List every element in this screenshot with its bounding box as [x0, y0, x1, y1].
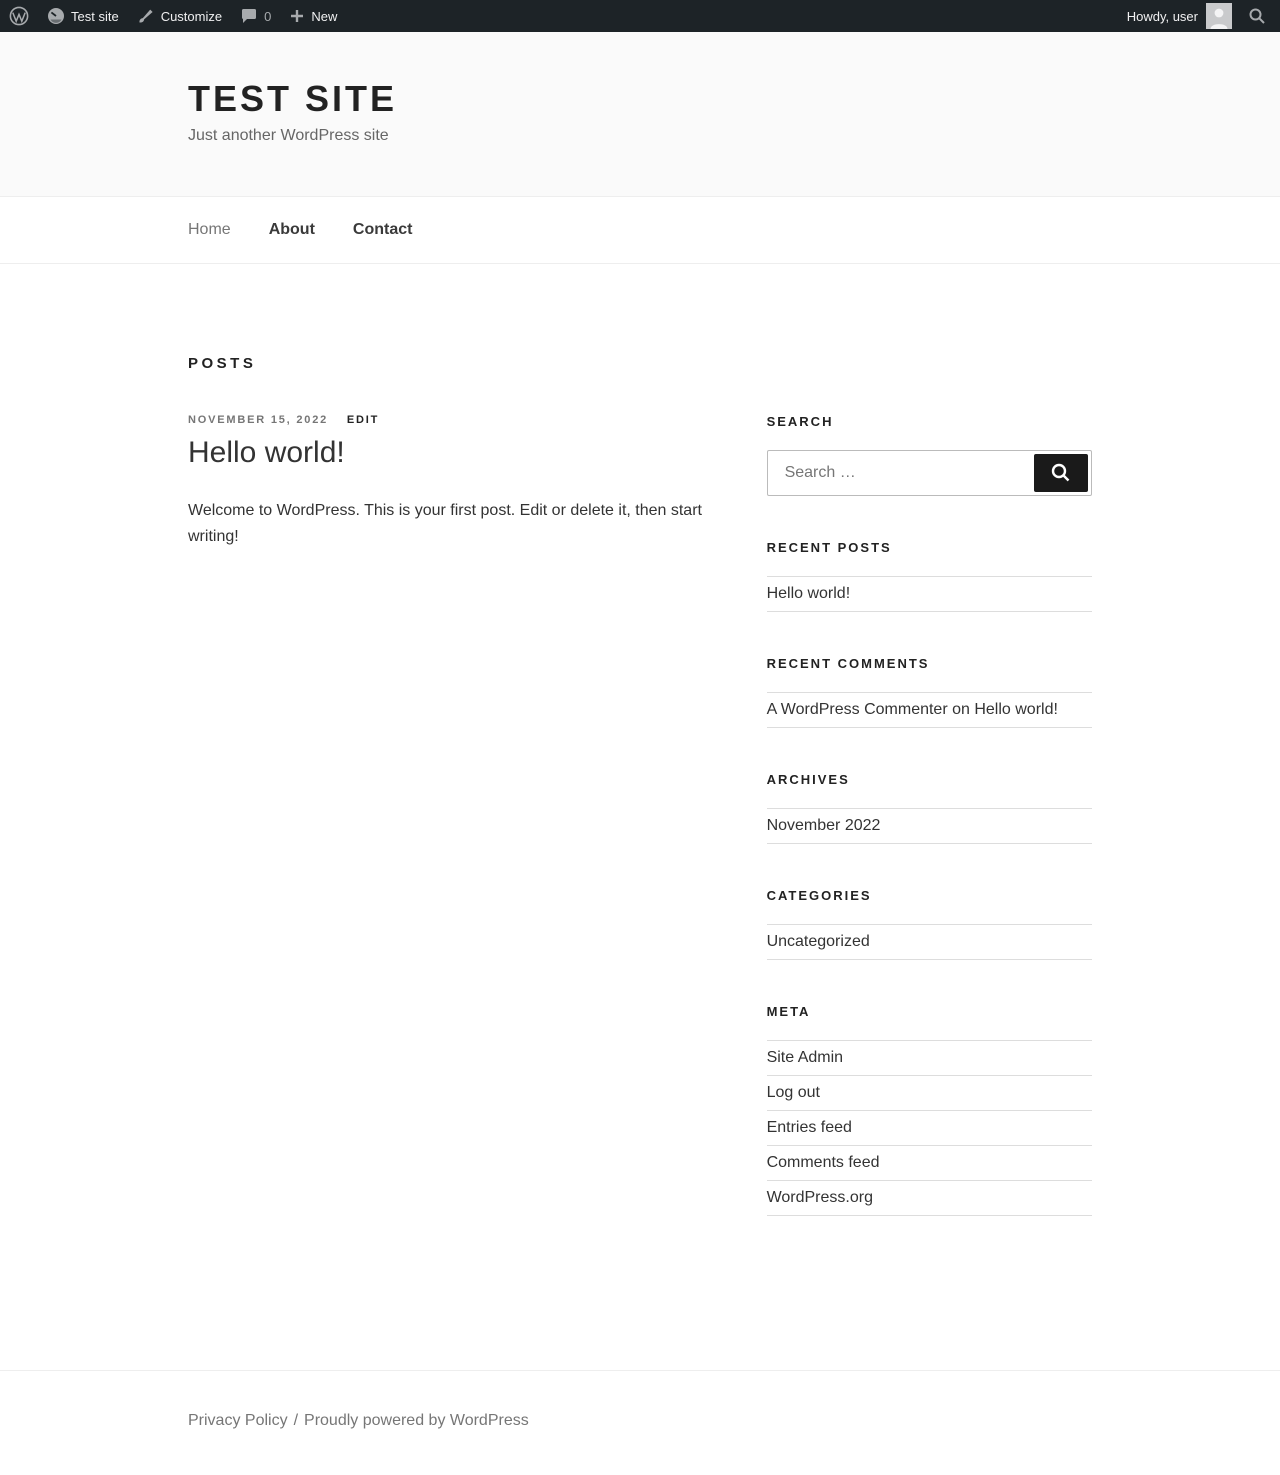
post-article — [188, 414, 712, 551]
archive-link[interactable]: November 2022 — [766, 817, 881, 834]
admin-bar-customize[interactable] — [128, 0, 231, 32]
post-content: Welcome to WordPress. This is your first post. Edit or delete it, then start writing! — [188, 501, 702, 546]
admin-bar-comments[interactable] — [231, 0, 280, 32]
meta-link-entries-feed[interactable]: Entries feed — [766, 1119, 852, 1136]
list-item — [767, 577, 1092, 612]
sidebar — [767, 414, 1092, 1260]
entry-meta — [188, 414, 712, 426]
meta-widget — [767, 1004, 1092, 1216]
post-date-link[interactable]: NOVEMBER 15, 2022 — [188, 414, 329, 426]
avatar — [1206, 3, 1232, 29]
admin-bar-new[interactable] — [280, 0, 346, 32]
meta-link-comments-feed[interactable]: Comments feed — [766, 1154, 880, 1171]
recent-posts-title: RECENT POSTS — [766, 540, 892, 555]
privacy-policy-link[interactable]: Privacy Policy — [188, 1412, 288, 1429]
admin-bar-site-name-label: Test site — [71, 8, 119, 24]
site-content — [188, 264, 1092, 1370]
meta-link-log-out[interactable]: Log out — [766, 1084, 820, 1101]
site-footer — [0, 1370, 1280, 1475]
post-edit-link[interactable]: EDIT — [346, 414, 380, 426]
wordpress-logo-icon — [9, 6, 29, 26]
post-title — [188, 434, 712, 472]
recent-posts-widget — [767, 540, 1092, 612]
list-item — [767, 1041, 1092, 1076]
site-title — [188, 78, 1092, 119]
list-item — [767, 1111, 1092, 1146]
list-item — [767, 1146, 1092, 1181]
paintbrush-icon — [137, 7, 155, 25]
nav-item-contact[interactable]: Contact — [352, 221, 413, 238]
wp-logo-button[interactable] — [0, 0, 38, 32]
primary-content — [188, 414, 712, 1260]
admin-bar-search-icon[interactable] — [1240, 0, 1274, 32]
category-link[interactable]: Uncategorized — [766, 933, 870, 950]
search-submit-button[interactable] — [1034, 454, 1088, 492]
archives-widget — [767, 772, 1092, 844]
admin-bar-left — [0, 0, 346, 32]
admin-bar-site-name[interactable] — [38, 0, 128, 32]
archives-title: ARCHIVES — [766, 772, 850, 787]
search-icon — [1050, 462, 1072, 484]
search-widget-title: SEARCH — [766, 414, 834, 429]
admin-bar-comment-count: 0 — [264, 8, 272, 24]
search-widget — [767, 414, 1092, 496]
site-title-link[interactable]: TEST SITE — [188, 78, 398, 119]
nav-item-home[interactable]: Home — [188, 221, 231, 238]
admin-bar-account[interactable] — [1119, 3, 1240, 29]
comment-post-link[interactable]: Hello world! — [974, 701, 1058, 718]
categories-title: CATEGORIES — [766, 888, 872, 903]
list-item — [767, 1181, 1092, 1216]
recent-post-link[interactable]: Hello world! — [766, 585, 851, 602]
search-form — [767, 450, 1092, 496]
categories-widget — [767, 888, 1092, 960]
plus-icon — [289, 8, 305, 24]
admin-bar-customize-label: Customize — [160, 8, 223, 24]
site-tagline: Just another WordPress site — [188, 127, 389, 144]
comment-bubble-icon — [240, 7, 258, 25]
admin-bar-new-label: New — [311, 8, 338, 24]
list-item — [767, 809, 1092, 844]
admin-bar-right — [1119, 0, 1280, 32]
meta-link-site-admin[interactable]: Site Admin — [766, 1049, 844, 1066]
site-header — [0, 32, 1280, 196]
powered-by-link[interactable]: Proudly powered by WordPress — [304, 1412, 529, 1429]
list-item — [767, 925, 1092, 960]
meta-title: META — [766, 1004, 811, 1019]
post-title-link[interactable]: Hello world! — [188, 436, 345, 469]
footer-separator: / — [293, 1412, 299, 1429]
howdy-label: Howdy, user — [1126, 8, 1198, 24]
main-navigation — [0, 196, 1280, 264]
comment-author-link[interactable]: A WordPress Commenter — [766, 701, 948, 718]
meta-link-wordpress-org[interactable]: WordPress.org — [766, 1189, 873, 1206]
list-item — [767, 1076, 1092, 1111]
admin-bar — [0, 0, 1280, 32]
comment-connector: on — [947, 701, 975, 718]
recent-comments-title: RECENT COMMENTS — [766, 656, 930, 671]
list-item — [767, 693, 1092, 728]
dashboard-gauge-icon — [47, 7, 65, 25]
page-title: POSTS — [188, 355, 257, 372]
recent-comments-widget — [767, 656, 1092, 728]
nav-item-about[interactable]: About — [268, 221, 315, 238]
